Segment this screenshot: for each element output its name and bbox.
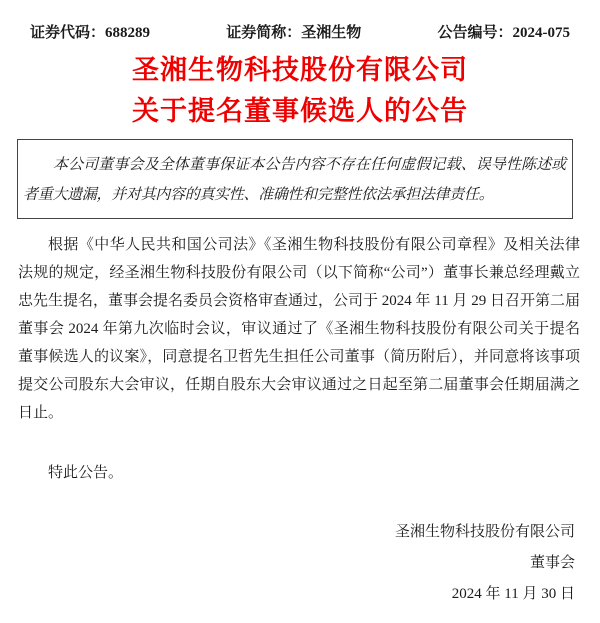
- announcement-number: 公告编号：2024-075: [437, 25, 570, 41]
- signature-block: [0, 517, 600, 610]
- stock-code: 证券代码：688289: [30, 25, 151, 41]
- signature-date: 2024 年 11 月 30 日: [451, 586, 575, 602]
- stock-short-name: 证券简称：圣湘生物: [226, 25, 362, 41]
- announcement-body: [18, 231, 580, 487]
- title-line-2: 关于提名董事候选人的公告: [132, 96, 468, 126]
- title-line-1: 圣湘生物科技股份有限公司: [132, 55, 468, 85]
- closing-paragraph: 特此公告。: [48, 465, 124, 481]
- disclaimer-box: [17, 139, 573, 219]
- signature-board: 董事会: [529, 555, 575, 571]
- body-paragraph: 根据《中华人民共和国公司法》《圣湘生物科技股份有限公司章程》及相关法律法规的规定，经圣湘生物科技股份有限公司（以下简称“公司”）董事长兼总经理戴立忠先生提名，董事会提名委员会资格审查通过，公司于 2024 年 11 月 29 日召开第二届董事会 2024 年第九次临时会议，审议通过了《圣湘生物科技股份有限公司关于提名董事候选人的议案》，同意提名卫哲先生担任公司董事（简历附后），并同意将该事项提交公司股东大会审议，任期自股东大会审议通过之日起至第二届董事会任期届满之日止。: [18, 237, 580, 421]
- document-header: [0, 0, 600, 43]
- disclaimer-text: 本公司董事会及全体董事保证本公告内容不存在任何虚假记载、误导性陈述或者重大遗漏，并对其内容的真实性、准确性和完整性依法承担法律责任。: [23, 157, 566, 203]
- announcement-title: [0, 50, 600, 132]
- signature-company: 圣湘生物科技股份有限公司: [394, 524, 575, 540]
